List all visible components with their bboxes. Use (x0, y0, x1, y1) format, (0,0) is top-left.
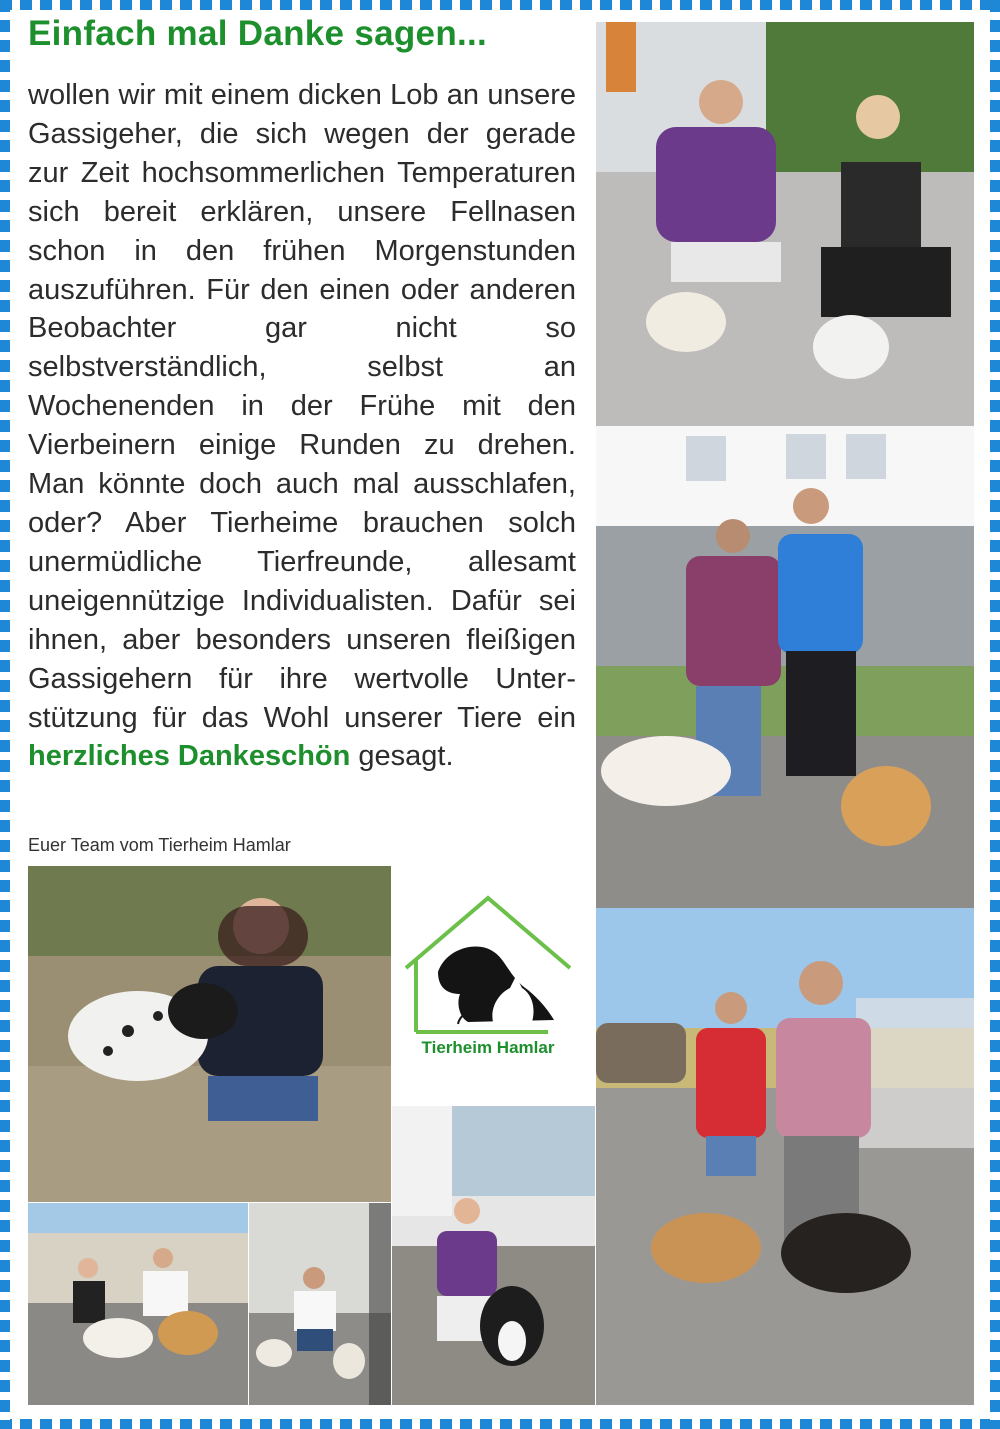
article-text-part2: gesagt. (350, 740, 454, 773)
frame-border-top (0, 0, 1000, 10)
logo-caption: Tierheim Hamlar (421, 1038, 555, 1057)
article-highlight: herzliches Dankeschön (28, 740, 351, 773)
frame-border-bottom (0, 1419, 1000, 1429)
signature: Euer Team vom Tierheim Hamlar (28, 835, 291, 855)
photo-man-wall-dogs (249, 1203, 391, 1405)
photo-woman-collie-dog (392, 1106, 595, 1405)
article-body (28, 76, 576, 776)
photo-two-women-kennel-dogs (596, 426, 974, 908)
frame-border-left (0, 0, 10, 1429)
photo-woman-pointer-dog (28, 866, 391, 1202)
article-text-part1: wollen wir mit einem dicken Lob an unsere Gassigeher, die sich wegen der gerade zur Zeit hochsommerlichen Temperaturen sich bereit erklären, unsere Fellnasen schon in den frühen Morgenstunden auszuführen. Für den einen oder anderen Beobachter gar nicht so selbstverständlich, selbst an Wochenenden in der Frühe mit den Vierbeinern einige Runden zu drehen. Man könnte doch auch mal ausschlafen, oder? Aber Tierheime brauchen solch unermüdliche Tierfreunde, allesamt uneigennützige Individualisten. Dafür sei ihnen, aber besonders unseren fleißigen Gassigehern für ihre wertvolle Unterstützung für das Wohl unserer Tiere ein (28, 79, 576, 734)
photo-two-walkers-field-dogs (596, 908, 974, 1405)
page-title: Einfach mal Danke sagen... (28, 14, 488, 53)
photo-two-women-small-dogs (596, 22, 974, 426)
photo-couple-fence-dogs (28, 1203, 248, 1405)
frame-border-right (990, 0, 1000, 1429)
